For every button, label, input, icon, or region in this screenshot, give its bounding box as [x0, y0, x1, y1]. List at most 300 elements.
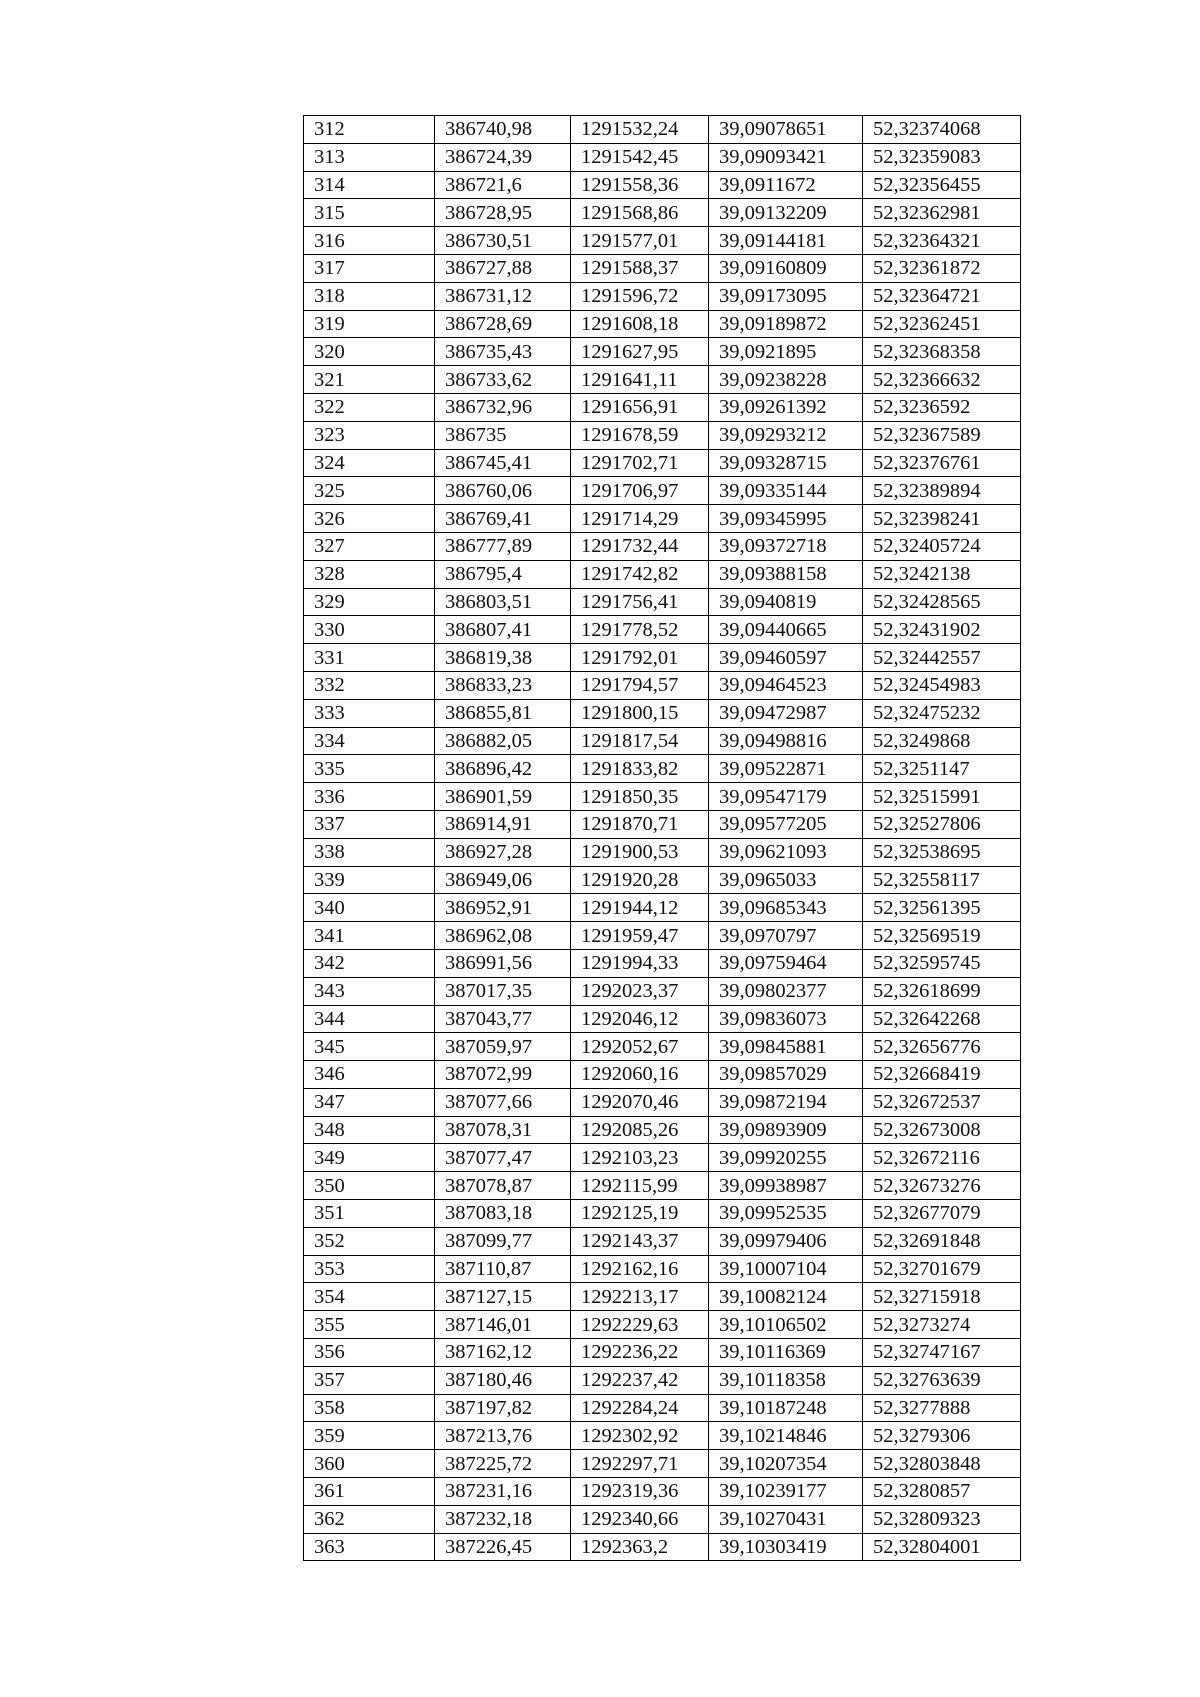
table-row [304, 699, 1021, 727]
point-number-cell: 362 [304, 1505, 435, 1533]
table-row [304, 116, 1021, 144]
longitude-cell: 39,09189872 [709, 310, 863, 338]
point-number-cell: 324 [304, 449, 435, 477]
longitude-cell: 39,09464523 [709, 671, 863, 699]
x-coordinate-cell: 386760,06 [435, 477, 571, 505]
point-number-cell: 321 [304, 366, 435, 394]
y-coordinate-cell: 1291714,29 [571, 505, 709, 533]
y-coordinate-cell: 1291608,18 [571, 310, 709, 338]
latitude-cell: 52,32809323 [863, 1505, 1021, 1533]
x-coordinate-cell: 386732,96 [435, 393, 571, 421]
x-coordinate-cell: 386962,08 [435, 922, 571, 950]
y-coordinate-cell: 1291558,36 [571, 171, 709, 199]
y-coordinate-cell: 1291732,44 [571, 532, 709, 560]
x-coordinate-cell: 386803,51 [435, 588, 571, 616]
point-number-cell: 316 [304, 227, 435, 255]
x-coordinate-cell: 386991,56 [435, 949, 571, 977]
latitude-cell: 52,32558117 [863, 866, 1021, 894]
longitude-cell: 39,09836073 [709, 1005, 863, 1033]
latitude-cell: 52,32364321 [863, 227, 1021, 255]
x-coordinate-cell: 386730,51 [435, 227, 571, 255]
latitude-cell: 52,32431902 [863, 616, 1021, 644]
longitude-cell: 39,09472987 [709, 699, 863, 727]
y-coordinate-cell: 1291994,33 [571, 949, 709, 977]
longitude-cell: 39,09685343 [709, 894, 863, 922]
point-number-cell: 329 [304, 588, 435, 616]
latitude-cell: 52,32475232 [863, 699, 1021, 727]
latitude-cell: 52,3273274 [863, 1311, 1021, 1339]
x-coordinate-cell: 386731,12 [435, 282, 571, 310]
point-number-cell: 328 [304, 560, 435, 588]
latitude-cell: 52,32656776 [863, 1033, 1021, 1061]
table-row [304, 783, 1021, 811]
longitude-cell: 39,09261392 [709, 393, 863, 421]
longitude-cell: 39,09872194 [709, 1088, 863, 1116]
point-number-cell: 359 [304, 1422, 435, 1450]
longitude-cell: 39,09293212 [709, 421, 863, 449]
table-row [304, 310, 1021, 338]
latitude-cell: 52,32368358 [863, 338, 1021, 366]
longitude-cell: 39,10214846 [709, 1422, 863, 1450]
latitude-cell: 52,32561395 [863, 894, 1021, 922]
latitude-cell: 52,32672537 [863, 1088, 1021, 1116]
longitude-cell: 39,09920255 [709, 1144, 863, 1172]
latitude-cell: 52,32673276 [863, 1172, 1021, 1200]
x-coordinate-cell: 386795,4 [435, 560, 571, 588]
longitude-cell: 39,10007104 [709, 1255, 863, 1283]
table-row [304, 477, 1021, 505]
table-row [304, 199, 1021, 227]
longitude-cell: 39,09093421 [709, 143, 863, 171]
point-number-cell: 312 [304, 116, 435, 144]
y-coordinate-cell: 1291778,52 [571, 616, 709, 644]
latitude-cell: 52,32677079 [863, 1200, 1021, 1228]
table-row [304, 644, 1021, 672]
table-row [304, 254, 1021, 282]
longitude-cell: 39,09522871 [709, 755, 863, 783]
point-number-cell: 347 [304, 1088, 435, 1116]
longitude-cell: 39,0911672 [709, 171, 863, 199]
latitude-cell: 52,32804001 [863, 1533, 1021, 1561]
latitude-cell: 52,32569519 [863, 922, 1021, 950]
point-number-cell: 327 [304, 532, 435, 560]
y-coordinate-cell: 1291678,59 [571, 421, 709, 449]
y-coordinate-cell: 1291641,11 [571, 366, 709, 394]
longitude-cell: 39,10207354 [709, 1450, 863, 1478]
longitude-cell: 39,09759464 [709, 949, 863, 977]
longitude-cell: 39,0921895 [709, 338, 863, 366]
point-number-cell: 319 [304, 310, 435, 338]
table-row [304, 1116, 1021, 1144]
longitude-cell: 39,09952535 [709, 1200, 863, 1228]
latitude-cell: 52,32595745 [863, 949, 1021, 977]
table-row [304, 1172, 1021, 1200]
y-coordinate-cell: 1291596,72 [571, 282, 709, 310]
latitude-cell: 52,32538695 [863, 838, 1021, 866]
x-coordinate-cell: 387180,46 [435, 1366, 571, 1394]
latitude-cell: 52,32359083 [863, 143, 1021, 171]
longitude-cell: 39,09144181 [709, 227, 863, 255]
x-coordinate-cell: 387146,01 [435, 1311, 571, 1339]
longitude-cell: 39,10106502 [709, 1311, 863, 1339]
point-number-cell: 322 [304, 393, 435, 421]
y-coordinate-cell: 1291588,37 [571, 254, 709, 282]
x-coordinate-cell: 387231,16 [435, 1478, 571, 1506]
latitude-cell: 52,3242138 [863, 560, 1021, 588]
table-row [304, 143, 1021, 171]
x-coordinate-cell: 387083,18 [435, 1200, 571, 1228]
latitude-cell: 52,3279306 [863, 1422, 1021, 1450]
x-coordinate-cell: 387077,66 [435, 1088, 571, 1116]
y-coordinate-cell: 1292162,16 [571, 1255, 709, 1283]
point-number-cell: 352 [304, 1227, 435, 1255]
point-number-cell: 318 [304, 282, 435, 310]
point-number-cell: 356 [304, 1339, 435, 1367]
latitude-cell: 52,32366632 [863, 366, 1021, 394]
latitude-cell: 52,3280857 [863, 1478, 1021, 1506]
table-row [304, 1450, 1021, 1478]
y-coordinate-cell: 1292319,36 [571, 1478, 709, 1506]
table-row [304, 1478, 1021, 1506]
latitude-cell: 52,32374068 [863, 116, 1021, 144]
table-row [304, 1366, 1021, 1394]
table-row [304, 449, 1021, 477]
longitude-cell: 39,09173095 [709, 282, 863, 310]
x-coordinate-cell: 387232,18 [435, 1505, 571, 1533]
point-number-cell: 326 [304, 505, 435, 533]
y-coordinate-cell: 1291944,12 [571, 894, 709, 922]
latitude-cell: 52,32618699 [863, 977, 1021, 1005]
y-coordinate-cell: 1291800,15 [571, 699, 709, 727]
table-row [304, 616, 1021, 644]
longitude-cell: 39,10118358 [709, 1366, 863, 1394]
point-number-cell: 315 [304, 199, 435, 227]
table-row [304, 1533, 1021, 1561]
table-row [304, 838, 1021, 866]
x-coordinate-cell: 387078,87 [435, 1172, 571, 1200]
latitude-cell: 52,32715918 [863, 1283, 1021, 1311]
longitude-cell: 39,09388158 [709, 560, 863, 588]
point-number-cell: 340 [304, 894, 435, 922]
table-row [304, 1144, 1021, 1172]
longitude-cell: 39,09938987 [709, 1172, 863, 1200]
y-coordinate-cell: 1292070,46 [571, 1088, 709, 1116]
latitude-cell: 52,3251147 [863, 755, 1021, 783]
longitude-cell: 39,09078651 [709, 116, 863, 144]
x-coordinate-cell: 387127,15 [435, 1283, 571, 1311]
y-coordinate-cell: 1291742,82 [571, 560, 709, 588]
point-number-cell: 317 [304, 254, 435, 282]
latitude-cell: 52,32361872 [863, 254, 1021, 282]
point-number-cell: 357 [304, 1366, 435, 1394]
point-number-cell: 349 [304, 1144, 435, 1172]
table-row [304, 338, 1021, 366]
x-coordinate-cell: 387017,35 [435, 977, 571, 1005]
latitude-cell: 52,32454983 [863, 671, 1021, 699]
point-number-cell: 323 [304, 421, 435, 449]
longitude-cell: 39,09372718 [709, 532, 863, 560]
latitude-cell: 52,32389894 [863, 477, 1021, 505]
y-coordinate-cell: 1292060,16 [571, 1061, 709, 1089]
y-coordinate-cell: 1291656,91 [571, 393, 709, 421]
table-row [304, 1061, 1021, 1089]
point-number-cell: 346 [304, 1061, 435, 1089]
latitude-cell: 52,32642268 [863, 1005, 1021, 1033]
longitude-cell: 39,10270431 [709, 1505, 863, 1533]
point-number-cell: 332 [304, 671, 435, 699]
point-number-cell: 354 [304, 1283, 435, 1311]
point-number-cell: 341 [304, 922, 435, 950]
latitude-cell: 52,3249868 [863, 727, 1021, 755]
longitude-cell: 39,10303419 [709, 1533, 863, 1561]
coordinates-table [303, 115, 1021, 1561]
y-coordinate-cell: 1292115,99 [571, 1172, 709, 1200]
x-coordinate-cell: 387197,82 [435, 1394, 571, 1422]
table-row [304, 1505, 1021, 1533]
point-number-cell: 345 [304, 1033, 435, 1061]
latitude-cell: 52,32356455 [863, 171, 1021, 199]
latitude-cell: 52,32668419 [863, 1061, 1021, 1089]
longitude-cell: 39,09440665 [709, 616, 863, 644]
table-row [304, 755, 1021, 783]
longitude-cell: 39,09845881 [709, 1033, 863, 1061]
y-coordinate-cell: 1291850,35 [571, 783, 709, 811]
longitude-cell: 39,09857029 [709, 1061, 863, 1089]
y-coordinate-cell: 1292229,63 [571, 1311, 709, 1339]
x-coordinate-cell: 386855,81 [435, 699, 571, 727]
longitude-cell: 39,09498816 [709, 727, 863, 755]
longitude-cell: 39,0965033 [709, 866, 863, 894]
table-row [304, 227, 1021, 255]
longitude-cell: 39,09328715 [709, 449, 863, 477]
y-coordinate-cell: 1292046,12 [571, 1005, 709, 1033]
x-coordinate-cell: 386896,42 [435, 755, 571, 783]
table-row [304, 171, 1021, 199]
longitude-cell: 39,09335144 [709, 477, 863, 505]
table-row [304, 532, 1021, 560]
x-coordinate-cell: 386882,05 [435, 727, 571, 755]
latitude-cell: 52,3277888 [863, 1394, 1021, 1422]
table-row [304, 1200, 1021, 1228]
table-row [304, 1283, 1021, 1311]
point-number-cell: 348 [304, 1116, 435, 1144]
longitude-cell: 39,09345995 [709, 505, 863, 533]
point-number-cell: 361 [304, 1478, 435, 1506]
x-coordinate-cell: 387213,76 [435, 1422, 571, 1450]
point-number-cell: 350 [304, 1172, 435, 1200]
x-coordinate-cell: 387226,45 [435, 1533, 571, 1561]
table-row [304, 1311, 1021, 1339]
y-coordinate-cell: 1292284,24 [571, 1394, 709, 1422]
table-row [304, 949, 1021, 977]
y-coordinate-cell: 1292297,71 [571, 1450, 709, 1478]
y-coordinate-cell: 1291756,41 [571, 588, 709, 616]
latitude-cell: 52,32527806 [863, 810, 1021, 838]
x-coordinate-cell: 386769,41 [435, 505, 571, 533]
x-coordinate-cell: 386740,98 [435, 116, 571, 144]
point-number-cell: 355 [304, 1311, 435, 1339]
point-number-cell: 337 [304, 810, 435, 838]
x-coordinate-cell: 387078,31 [435, 1116, 571, 1144]
x-coordinate-cell: 386724,39 [435, 143, 571, 171]
y-coordinate-cell: 1292052,67 [571, 1033, 709, 1061]
point-number-cell: 338 [304, 838, 435, 866]
latitude-cell: 52,32747167 [863, 1339, 1021, 1367]
longitude-cell: 39,09577205 [709, 810, 863, 838]
y-coordinate-cell: 1291702,71 [571, 449, 709, 477]
x-coordinate-cell: 387072,99 [435, 1061, 571, 1089]
y-coordinate-cell: 1291706,97 [571, 477, 709, 505]
table-row [304, 671, 1021, 699]
y-coordinate-cell: 1291792,01 [571, 644, 709, 672]
longitude-cell: 39,10116369 [709, 1339, 863, 1367]
x-coordinate-cell: 387162,12 [435, 1339, 571, 1367]
longitude-cell: 39,10187248 [709, 1394, 863, 1422]
point-number-cell: 353 [304, 1255, 435, 1283]
y-coordinate-cell: 1291817,54 [571, 727, 709, 755]
table-row [304, 977, 1021, 1005]
longitude-cell: 39,09132209 [709, 199, 863, 227]
point-number-cell: 333 [304, 699, 435, 727]
point-number-cell: 351 [304, 1200, 435, 1228]
x-coordinate-cell: 386733,62 [435, 366, 571, 394]
x-coordinate-cell: 386745,41 [435, 449, 571, 477]
latitude-cell: 52,32442557 [863, 644, 1021, 672]
x-coordinate-cell: 386927,28 [435, 838, 571, 866]
coordinates-table-body [304, 116, 1021, 1561]
y-coordinate-cell: 1291577,01 [571, 227, 709, 255]
latitude-cell: 52,32362981 [863, 199, 1021, 227]
x-coordinate-cell: 387099,77 [435, 1227, 571, 1255]
table-row [304, 505, 1021, 533]
longitude-cell: 39,09979406 [709, 1227, 863, 1255]
y-coordinate-cell: 1291542,45 [571, 143, 709, 171]
y-coordinate-cell: 1292213,17 [571, 1283, 709, 1311]
y-coordinate-cell: 1292023,37 [571, 977, 709, 1005]
y-coordinate-cell: 1292143,37 [571, 1227, 709, 1255]
latitude-cell: 52,32691848 [863, 1227, 1021, 1255]
longitude-cell: 39,09160809 [709, 254, 863, 282]
longitude-cell: 39,10082124 [709, 1283, 863, 1311]
x-coordinate-cell: 386721,6 [435, 171, 571, 199]
point-number-cell: 344 [304, 1005, 435, 1033]
table-row [304, 1005, 1021, 1033]
x-coordinate-cell: 386952,91 [435, 894, 571, 922]
x-coordinate-cell: 387110,87 [435, 1255, 571, 1283]
x-coordinate-cell: 386901,59 [435, 783, 571, 811]
longitude-cell: 39,09621093 [709, 838, 863, 866]
table-row [304, 810, 1021, 838]
table-row [304, 1033, 1021, 1061]
y-coordinate-cell: 1291833,82 [571, 755, 709, 783]
table-row [304, 727, 1021, 755]
point-number-cell: 331 [304, 644, 435, 672]
table-row [304, 1255, 1021, 1283]
y-coordinate-cell: 1292125,19 [571, 1200, 709, 1228]
x-coordinate-cell: 387077,47 [435, 1144, 571, 1172]
y-coordinate-cell: 1292236,22 [571, 1339, 709, 1367]
point-number-cell: 334 [304, 727, 435, 755]
table-row [304, 560, 1021, 588]
point-number-cell: 342 [304, 949, 435, 977]
latitude-cell: 52,32362451 [863, 310, 1021, 338]
longitude-cell: 39,10239177 [709, 1478, 863, 1506]
table-row [304, 282, 1021, 310]
latitude-cell: 52,32364721 [863, 282, 1021, 310]
latitude-cell: 52,32515991 [863, 783, 1021, 811]
point-number-cell: 313 [304, 143, 435, 171]
point-number-cell: 339 [304, 866, 435, 894]
y-coordinate-cell: 1291568,86 [571, 199, 709, 227]
point-number-cell: 363 [304, 1533, 435, 1561]
x-coordinate-cell: 386949,06 [435, 866, 571, 894]
x-coordinate-cell: 387059,97 [435, 1033, 571, 1061]
point-number-cell: 325 [304, 477, 435, 505]
latitude-cell: 52,32367589 [863, 421, 1021, 449]
table-row [304, 1227, 1021, 1255]
y-coordinate-cell: 1292363,2 [571, 1533, 709, 1561]
table-row [304, 366, 1021, 394]
y-coordinate-cell: 1292085,26 [571, 1116, 709, 1144]
x-coordinate-cell: 386728,69 [435, 310, 571, 338]
table-row [304, 866, 1021, 894]
latitude-cell: 52,32672116 [863, 1144, 1021, 1172]
x-coordinate-cell: 386727,88 [435, 254, 571, 282]
longitude-cell: 39,09893909 [709, 1116, 863, 1144]
latitude-cell: 52,32701679 [863, 1255, 1021, 1283]
table-row [304, 1088, 1021, 1116]
latitude-cell: 52,3236592 [863, 393, 1021, 421]
latitude-cell: 52,32803848 [863, 1450, 1021, 1478]
y-coordinate-cell: 1291900,53 [571, 838, 709, 866]
y-coordinate-cell: 1292237,42 [571, 1366, 709, 1394]
x-coordinate-cell: 386728,95 [435, 199, 571, 227]
y-coordinate-cell: 1292103,23 [571, 1144, 709, 1172]
x-coordinate-cell: 386735,43 [435, 338, 571, 366]
y-coordinate-cell: 1291920,28 [571, 866, 709, 894]
table-row [304, 1394, 1021, 1422]
point-number-cell: 360 [304, 1450, 435, 1478]
x-coordinate-cell: 386819,38 [435, 644, 571, 672]
table-row [304, 393, 1021, 421]
longitude-cell: 39,09802377 [709, 977, 863, 1005]
y-coordinate-cell: 1291870,71 [571, 810, 709, 838]
latitude-cell: 52,32405724 [863, 532, 1021, 560]
table-row [304, 1339, 1021, 1367]
x-coordinate-cell: 386777,89 [435, 532, 571, 560]
longitude-cell: 39,09238228 [709, 366, 863, 394]
latitude-cell: 52,32673008 [863, 1116, 1021, 1144]
y-coordinate-cell: 1292340,66 [571, 1505, 709, 1533]
x-coordinate-cell: 387043,77 [435, 1005, 571, 1033]
x-coordinate-cell: 387225,72 [435, 1450, 571, 1478]
table-row [304, 588, 1021, 616]
longitude-cell: 39,09547179 [709, 783, 863, 811]
point-number-cell: 343 [304, 977, 435, 1005]
y-coordinate-cell: 1291959,47 [571, 922, 709, 950]
point-number-cell: 314 [304, 171, 435, 199]
latitude-cell: 52,32763639 [863, 1366, 1021, 1394]
longitude-cell: 39,09460597 [709, 644, 863, 672]
table-row [304, 421, 1021, 449]
latitude-cell: 52,32428565 [863, 588, 1021, 616]
y-coordinate-cell: 1291532,24 [571, 116, 709, 144]
y-coordinate-cell: 1291627,95 [571, 338, 709, 366]
table-row [304, 922, 1021, 950]
point-number-cell: 330 [304, 616, 435, 644]
x-coordinate-cell: 386833,23 [435, 671, 571, 699]
point-number-cell: 336 [304, 783, 435, 811]
